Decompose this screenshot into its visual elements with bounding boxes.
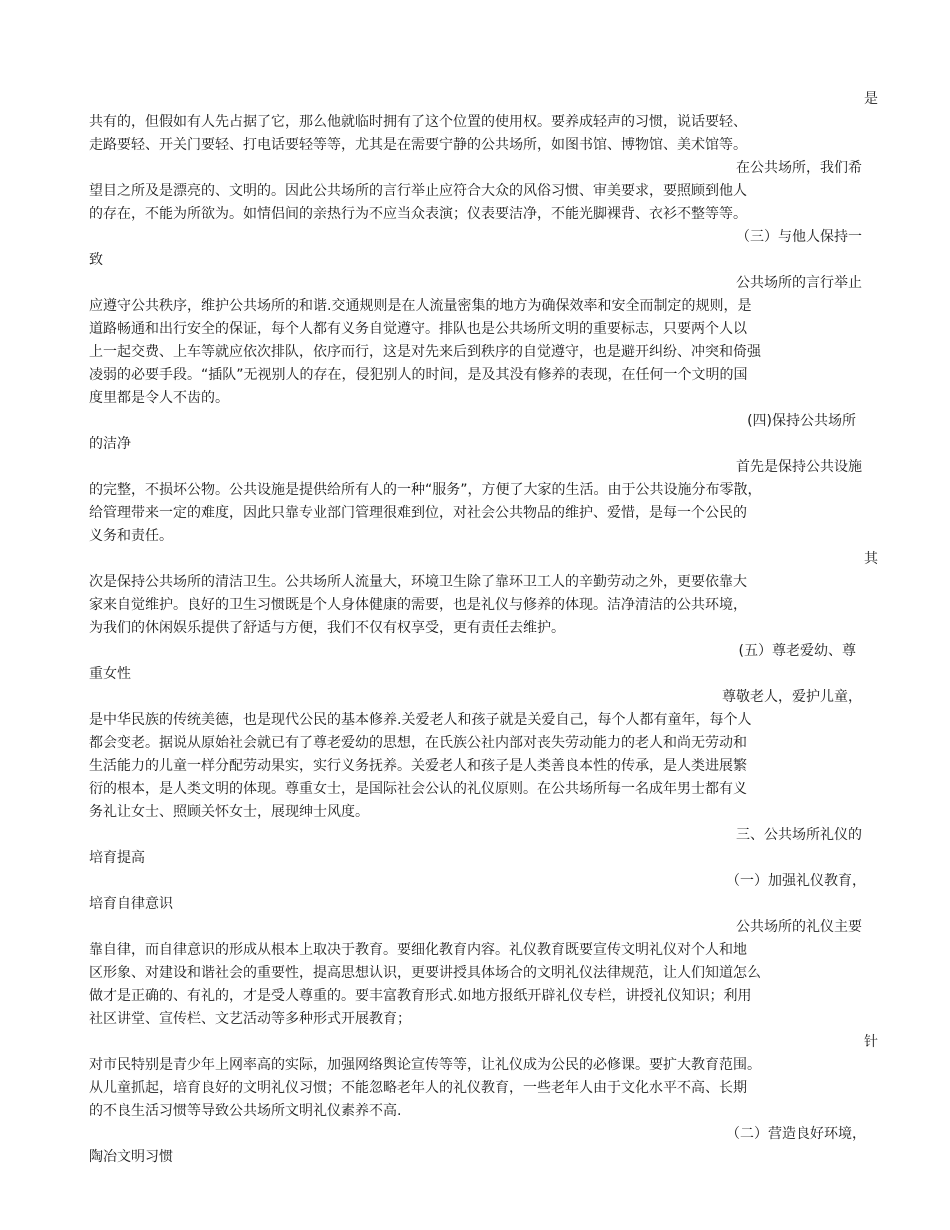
text-line: 公共场所的言行举止 xyxy=(736,275,862,291)
text-line: 共有的，但假如有人先占据了它，那么他就临时拥有了这个位置的使用权。要养成轻声的习惯，说话要轻、 xyxy=(89,114,747,130)
text-line: 的不良生活习惯等导致公共场所文明礼仪素养不高. xyxy=(89,1103,402,1119)
text-line: 度里都是令人不齿的。 xyxy=(89,390,229,406)
text-line: 的存在，不能为所欲为。如情侣间的亲热行为不应当众表演；仪表要洁净，不能光脚裸背、衣衫不整等等。 xyxy=(89,206,747,222)
text-line: 义务和责任。 xyxy=(89,528,173,544)
section-heading: 重女性 xyxy=(89,666,131,682)
section-heading: （三）与他人保持一 xyxy=(736,229,862,245)
section-heading: 培育自律意识 xyxy=(89,896,173,912)
section-heading: 三、公共场所礼仪的 xyxy=(736,827,862,843)
text-line: 对市民特别是青少年上网率高的实际，加强网络舆论宣传等等，让礼仪成为公民的必修课。要扩大教育范围。 xyxy=(89,1057,761,1073)
text-line: 衍的根本，是人类文明的体现。尊重女士，是国际社会公认的礼仪原则。在公共场所每一名成年男士都有义 xyxy=(89,781,747,797)
section-heading: 培育提高 xyxy=(89,850,145,866)
text-line: 社区讲堂、宣传栏、文艺活动等多种形式开展教育； xyxy=(89,1011,411,1027)
section-heading: （二）营造良好环境， xyxy=(726,1126,866,1142)
text-line: 务礼让女士、照顾关怀女士，展现绅士风度。 xyxy=(89,804,369,820)
section-heading: 陶冶文明习惯 xyxy=(89,1149,173,1165)
text-line: 公共场所的礼仪主要 xyxy=(736,919,862,935)
text-line: 首先是保持公共设施 xyxy=(736,459,862,475)
text-line: 针 xyxy=(864,1034,878,1050)
text-line: 的完整，不损坏公物。公共设施是提供给所有人的一种“服务”，方便了大家的生活。由于公共设施分布零散， xyxy=(89,482,762,498)
text-line: 尊敬老人，爱护儿童， xyxy=(722,689,862,705)
text-line: 应遵守公共秩序，维护公共场所的和谐.交通规则是在人流量密集的地方为确保效率和安全而制定的规则，是 xyxy=(89,298,752,314)
text-line: 都会变老。据说从原始社会就已有了尊老爱幼的思想，在氏族公社内部对丧失劳动能力的老人和尚无劳动和 xyxy=(89,735,747,751)
text-line: 家来自觉维护。良好的卫生习惯既是个人身体健康的需要，也是礼仪与修养的体现。洁净清洁的公共环境， xyxy=(89,597,747,613)
text-line: 为我们的休闲娱乐提供了舒适与方便，我们不仅有权享受，更有责任去维护。 xyxy=(89,620,565,636)
text-line: 其 xyxy=(864,551,878,567)
text-line: 生活能力的儿童一样分配劳动果实，实行义务抚养。关爱老人和孩子是人类善良本性的传承，是人类进展繁 xyxy=(89,758,747,774)
section-heading: (四)保持公共场所 xyxy=(747,413,856,429)
text-line: 靠自律，而自律意识的形成从根本上取决于教育。要细化教育内容。礼仪教育既要宣传文明礼仪对个人和地 xyxy=(89,942,747,958)
section-heading: 致 xyxy=(89,252,103,268)
section-heading: 的洁净 xyxy=(89,436,131,452)
text-line: 次是保持公共场所的清洁卫生。公共场所人流量大，环境卫生除了靠环卫工人的辛勤劳动之外，更要依靠大 xyxy=(89,574,747,590)
text-line: 区形象、对建设和谐社会的重要性，提高思想认识，更要讲授具体场合的文明礼仪法律规范，让人们知道怎么 xyxy=(89,965,761,981)
text-line: 走路要轻、开关门要轻、打电话要轻等等，尤其是在需要宁静的公共场所，如图书馆、博物馆、美术馆等。 xyxy=(89,137,747,153)
text-line: 道路畅通和出行安全的保证，每个人都有义务自觉遵守。排队也是公共场所文明的重要标志，只要两个人以 xyxy=(89,321,747,337)
text-line: 给管理带来一定的难度，因此只靠专业部门管理很难到位，对社会公共物品的维护、爱惜，是每一个公民的 xyxy=(89,505,747,521)
section-heading: （一）加强礼仪教育， xyxy=(726,873,866,889)
text-line: 是中华民族的传统美德，也是现代公民的基本修养.关爱老人和孩子就是关爱自己，每个人都有童年，每个人 xyxy=(89,712,752,728)
text-line: 是 xyxy=(864,91,878,107)
text-line: 从儿童抓起，培育良好的文明礼仪习惯；不能忽略老年人的礼仪教育，一些老年人由于文化水平不高、长期 xyxy=(89,1080,747,1096)
text-line: 做才是正确的、有礼的，才是受人尊重的。要丰富教育形式.如地方报纸开辟礼仪专栏，讲授礼仪知识；利用 xyxy=(89,988,752,1004)
text-line: 上一起交费、上车等就应依次排队，依序而行，这是对先来后到秩序的自觉遵守，也是避开纠纷、冲突和倚强 xyxy=(89,344,761,360)
text-line: 望目之所及是漂亮的、文明的。因此公共场所的言行举止应符合大众的风俗习惯、审美要求，要照顾到他人 xyxy=(89,183,747,199)
section-heading: (五）尊老爱幼、尊 xyxy=(738,643,856,659)
text-line: 凌弱的必要手段。“插队”无视别人的存在，侵犯别人的时间，是及其没有修养的表现，在任何一个文明的国 xyxy=(89,367,748,383)
text-line: 在公共场所，我们希 xyxy=(736,160,862,176)
